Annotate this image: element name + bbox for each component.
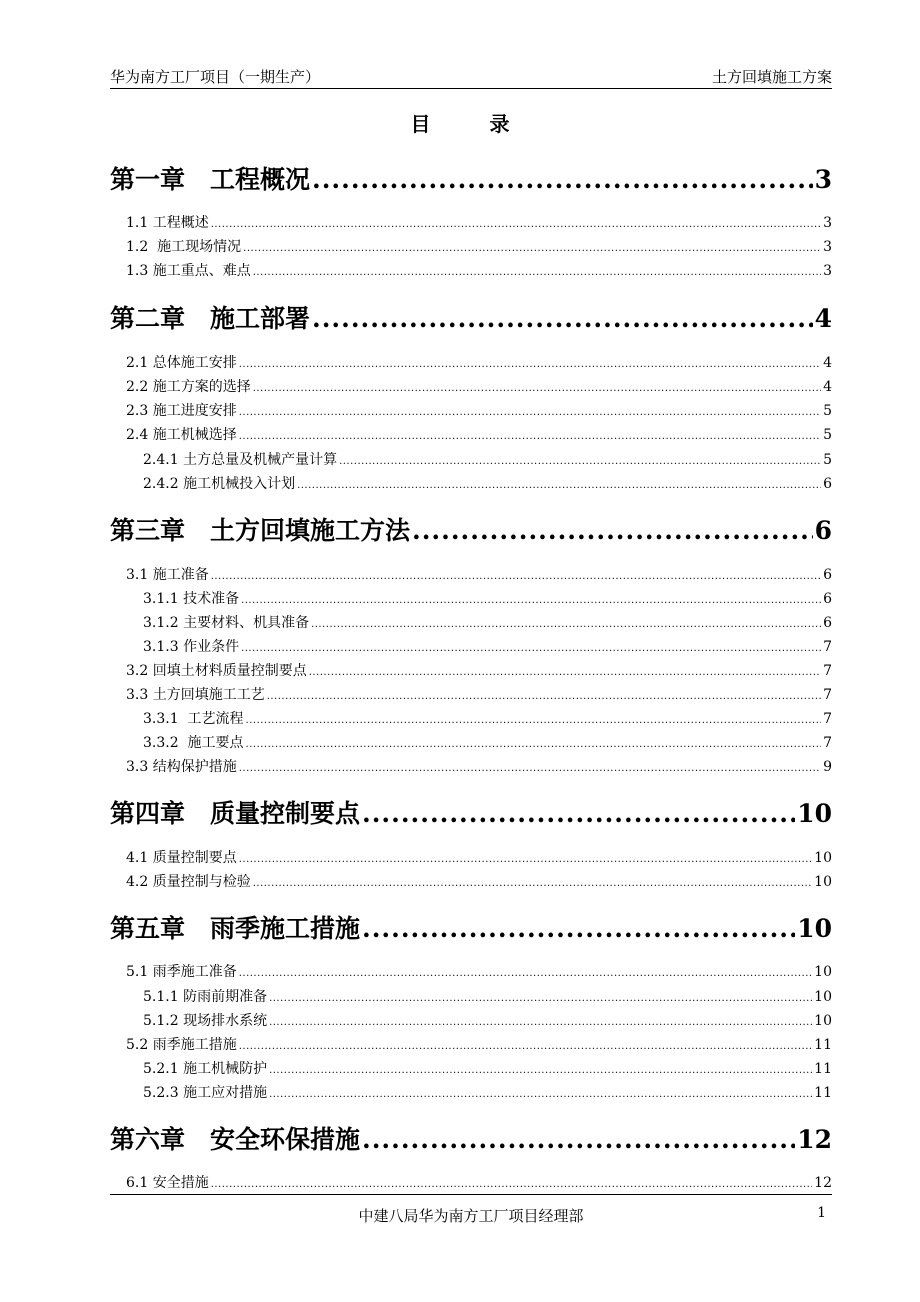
toc-chapter-entry[interactable] (110, 302, 832, 336)
toc-entry-text: 2.3 施工进度安排 (126, 403, 237, 419)
toc-entry-page: 9 (823, 759, 832, 775)
toc-entry-page: 10 (814, 964, 832, 980)
leader-dots (246, 711, 822, 731)
toc-section-entry[interactable] (126, 757, 832, 777)
toc-entry-text: 4.1 质量控制要点 (126, 850, 237, 866)
toc-entry-text: 3.2 回填土材料质量控制要点 (126, 663, 307, 679)
leader-dots (269, 1061, 812, 1081)
leader-dots (362, 797, 795, 831)
toc-entry-text: 1.1 工程概述 (126, 215, 209, 231)
leader-dots (269, 989, 812, 1009)
leader-dots (269, 1013, 812, 1033)
header-document-title: 土方回填施工方案 (711, 68, 832, 86)
toc-section-entry[interactable] (126, 685, 832, 705)
leader-dots (246, 735, 822, 755)
toc-entry-page: 6 (823, 567, 832, 583)
toc-section-entry[interactable] (126, 213, 832, 233)
toc-entry-page: 6 (814, 516, 832, 545)
toc-entry-text: 3.1.1 技术准备 (143, 591, 240, 607)
leader-dots (211, 567, 821, 587)
toc-entry-text: 2.4 施工机械选择 (126, 427, 237, 443)
leader-dots (239, 759, 821, 779)
toc-entry-page: 12 (814, 1175, 832, 1191)
toc-entry-page: 10 (814, 874, 832, 890)
toc-entry-page: 3 (814, 165, 832, 194)
leader-dots (311, 615, 821, 635)
toc-section-entry[interactable] (126, 425, 832, 445)
toc-entry-page: 6 (823, 591, 832, 607)
toc-entry-text: 5.2 雨季施工措施 (126, 1037, 237, 1053)
leader-dots (253, 874, 812, 894)
toc-subsection-entry[interactable] (143, 450, 832, 470)
toc-section-entry[interactable] (126, 237, 832, 257)
toc-subsection-entry[interactable] (143, 1083, 832, 1103)
toc-entry-page: 4 (823, 355, 832, 371)
leader-dots (312, 302, 813, 336)
toc-chapter-entry[interactable] (110, 797, 832, 831)
toc-entry-page: 5 (823, 427, 832, 443)
footer-organization: 中建八局华为南方工厂项目经理部 (358, 1207, 584, 1225)
toc-entry-page: 10 (814, 989, 832, 1005)
toc-section-entry[interactable] (126, 261, 832, 281)
toc-title: 目 录 (410, 112, 536, 136)
leader-dots (253, 379, 821, 399)
toc-entry-text: 3.3 结构保护措施 (126, 759, 237, 775)
toc-entry-text: 4.2 质量控制与检验 (126, 874, 251, 890)
toc-entry-page: 10 (814, 1013, 832, 1029)
toc-entry-text: 第四章 质量控制要点 (110, 799, 361, 828)
toc-entry-page: 3 (823, 239, 832, 255)
leader-dots (239, 427, 821, 447)
leader-dots (211, 215, 821, 235)
toc-section-entry[interactable] (126, 1035, 832, 1055)
toc-entry-text: 2.4.2 施工机械投入计划 (143, 476, 296, 492)
toc-section-entry[interactable] (126, 353, 832, 373)
leader-dots (211, 1175, 812, 1195)
toc-entry-page: 12 (797, 1125, 832, 1154)
leader-dots (297, 476, 821, 496)
toc-entry-page: 5 (823, 403, 832, 419)
toc-section-entry[interactable] (126, 565, 832, 585)
toc-chapter-entry[interactable] (110, 1123, 832, 1157)
toc-entry-text: 2.4.1 土方总量及机械产量计算 (143, 452, 338, 468)
toc-entry-text: 第六章 安全环保措施 (110, 1125, 361, 1154)
toc-section-entry[interactable] (126, 401, 832, 421)
footer-page-number: 1 (817, 1205, 826, 1221)
toc-entry-text: 3.1.2 主要材料、机具准备 (143, 615, 310, 631)
toc-section-entry[interactable] (126, 377, 832, 397)
toc-subsection-entry[interactable] (143, 987, 832, 1007)
toc-entry-page: 5 (823, 452, 832, 468)
toc-subsection-entry[interactable] (143, 589, 832, 609)
toc-entry-page: 3 (823, 215, 832, 231)
toc-entry-page: 7 (823, 735, 832, 751)
leader-dots (362, 912, 795, 946)
toc-entry-text: 2.1 总体施工安排 (126, 355, 237, 371)
toc-chapter-entry[interactable] (110, 912, 832, 946)
toc-entry-page: 11 (814, 1037, 832, 1053)
toc-entry-text: 3.3.2 施工要点 (143, 735, 244, 751)
toc-entry-text: 5.2.1 施工机械防护 (143, 1061, 268, 1077)
leader-dots (312, 163, 813, 197)
toc-entry-text: 第五章 雨季施工措施 (110, 914, 361, 943)
toc-entry-page: 3 (823, 263, 832, 279)
toc-entry-page: 11 (814, 1085, 832, 1101)
leader-dots (239, 403, 821, 423)
toc-entry-page: 4 (814, 304, 832, 333)
toc-entry-page: 10 (797, 799, 832, 828)
toc-entry-page: 7 (823, 663, 832, 679)
leader-dots (267, 687, 821, 707)
toc-entry-text: 5.1.1 防雨前期准备 (143, 989, 268, 1005)
toc-entry-text: 2.2 施工方案的选择 (126, 379, 251, 395)
toc-section-entry[interactable] (126, 1173, 832, 1193)
toc-entry-page: 7 (823, 687, 832, 703)
leader-dots (243, 239, 821, 259)
toc-entry-page: 7 (823, 711, 832, 727)
toc-entry-text: 5.1.2 现场排水系统 (143, 1013, 268, 1029)
page-header (110, 66, 832, 89)
toc-entry-text: 5.1 雨季施工准备 (126, 964, 237, 980)
toc-subsection-entry[interactable] (143, 709, 832, 729)
toc-section-entry[interactable] (126, 848, 832, 868)
leader-dots (253, 263, 821, 283)
toc-entry-page: 6 (823, 615, 832, 631)
toc-subsection-entry[interactable] (143, 733, 832, 753)
toc-entry-text: 3.1.3 作业条件 (143, 639, 240, 655)
toc-section-entry[interactable] (126, 661, 832, 681)
page-footer (110, 1194, 832, 1225)
header-project-name: 华为南方工厂项目（一期生产） (110, 68, 321, 86)
toc-chapter-entry[interactable] (110, 163, 832, 197)
toc-entry-text: 3.3.1 工艺流程 (143, 711, 244, 727)
toc-section-entry[interactable] (126, 962, 832, 982)
toc-entry-text: 1.3 施工重点、难点 (126, 263, 251, 279)
leader-dots (309, 663, 821, 683)
toc-entry-text: 6.1 安全措施 (126, 1175, 209, 1191)
leader-dots (339, 452, 821, 472)
toc-subsection-entry[interactable] (143, 474, 832, 494)
toc-entry-page: 11 (814, 1061, 832, 1077)
toc-entry-page: 7 (823, 639, 832, 655)
toc-subsection-entry[interactable] (143, 637, 832, 657)
leader-dots (362, 1123, 795, 1157)
toc-entry-text: 5.2.3 施工应对措施 (143, 1085, 268, 1101)
leader-dots (239, 964, 812, 984)
toc-entry-text: 第二章 施工部署 (110, 304, 311, 333)
toc-entry-page: 10 (797, 914, 832, 943)
leader-dots (241, 639, 821, 659)
toc-entry-page: 6 (823, 476, 832, 492)
leader-dots (269, 1085, 812, 1105)
toc-subsection-entry[interactable] (143, 613, 832, 633)
leader-dots (239, 850, 812, 870)
toc-entry-page: 4 (823, 379, 832, 395)
toc-entry-page: 10 (814, 850, 832, 866)
toc-chapter-entry[interactable] (110, 514, 832, 548)
toc-subsection-entry[interactable] (143, 1059, 832, 1079)
leader-dots (241, 591, 821, 611)
leader-dots (412, 514, 813, 548)
toc-entry-text: 1.2 施工现场情况 (126, 239, 242, 255)
toc-entry-text: 第三章 土方回填施工方法 (110, 516, 411, 545)
leader-dots (239, 1037, 812, 1057)
toc-section-entry[interactable] (126, 872, 832, 892)
toc-subsection-entry[interactable] (143, 1011, 832, 1031)
leader-dots (239, 355, 821, 375)
toc-entry-text: 3.3 土方回填施工工艺 (126, 687, 265, 703)
toc-entry-text: 3.1 施工准备 (126, 567, 209, 583)
toc-entry-text: 第一章 工程概况 (110, 165, 311, 194)
